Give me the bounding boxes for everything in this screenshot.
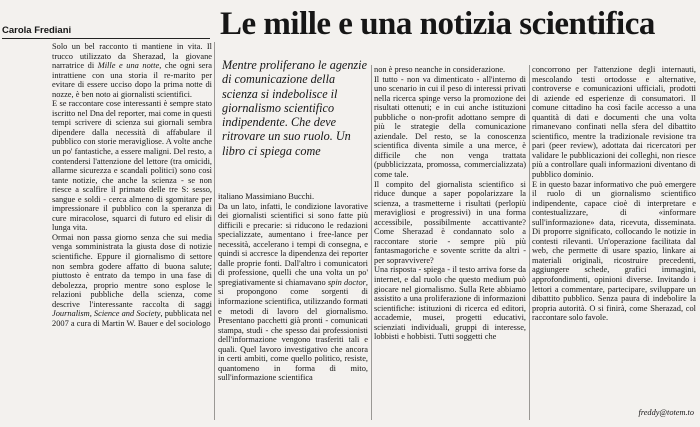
paragraph: Una risposta - spiega - il testo arriva forse da internet, e dal ruolo che questo medium può giocare nel giornalismo. Sulla Rete abbiamo assistito a una proliferazione di informazioni scientifiche: istituzioni di ricerca ed editori, accademie, musei, progetti educativi, scienziati individuali, gruppi di interesse, lobbisti e hobbisti. Tutti soggetti che bbox=[374, 265, 526, 342]
paragraph: Da un lato, infatti, le condizione lavorative dei giornalisti scientifici si sono fatte più difficili e precarie: si riducono le redazioni specializzate, aumentano i free-lance per necessità, accelerano i tempi di consegna, e quindi si accresce la dipendenza dei reporter dalle proprie fonti. Dall'altro i comunicatori di professione, quelli che una volta un po' spregiativamente si chiamavano spin doctor, si propongono come sorgenti di informazione scientifica, utilizzando formati e metodi di lavoro del giornalismo. Presentano pacchetti già pronti - comunicati stampa, studi - che spesso dai professionisti dell'informazione vengono trasferiti tali e quali. Quel lavoro investigativo che ancora in certi ambiti, come quello politico, resiste, quantomeno in forma di mito, sull'informazione scientifica bbox=[218, 201, 368, 383]
column-divider bbox=[529, 65, 530, 420]
paragraph: Il compito del giornalista scientifico si riduce dunque a saper popolarizzare la scienza, a trasmetterne i risultati (perlopiù meravigliosi e progressivi) in una forma accessibile, possibilmente accattivante? Come Sherazad è condannato solo a raccontare storie - sempre più più fantasmagoriche e sovente scritte da altri - per sopravvivere? bbox=[374, 179, 526, 265]
article-column-2 bbox=[218, 192, 368, 420]
paragraph: E se raccontare cose interessanti è sempre stato iscritto nel Dna del reporter, mai come in questi tempi scrivere di scienza sui giornali sembra dipendere dalla necessità di affabulare il pubblico con storie meravigliose. A volte anche un po' fantastiche, a essere maligni. Del resto, a contendersi l'attenzione del lettore (tra omicidi, allarme sicurezza e scandali politici) sono così tante notizie, che anche la scienza - se non riesce a scalfire il primato delle tre S: sesso, sangue e soldi - cerca almeno di sgomitare per impressionare il pubblico con la speranza di cure miracolose, squarci di futuro ed elisir di lunga vita. bbox=[52, 99, 212, 233]
column-divider bbox=[214, 42, 215, 420]
article-standfirst: Mentre proliferano le agenzie di comunicazione della scienza si indebolisce il giornalismo scientifico indipendente. Che deve ritrovare un suo ruolo. Un libro ci spiega come bbox=[222, 58, 367, 158]
paragraph: concorrono per l'attenzione degli internauti, mescolando testi ortodosse e alternative, controverse e comunicazioni ufficiali, prodotti di aziende ed esperienze di consumatori. Il comune cittadino ha così facile accesso a una quantità di dati e documenti che una volta rimanevano confinati nella sfera del dibattito scientifico, mentre la tradizionale revisione tra pari (peer review), adottata dai ricercatori per validare le pubblicazioni dei colleghi, non riesce più a controllare quali informazioni diventano di pubblico dominio. bbox=[532, 65, 696, 180]
article-column-3 bbox=[374, 65, 526, 420]
paragraph: non è preso neanche in considerazione. bbox=[374, 65, 506, 74]
paragraph: E in questo bazar informativo che può emergere il ruolo di un giornalismo scientifico indipendente, capace cioè di interpretare e contestualizzare, di «informare sull'informazione» data, ricevuta, disseminata. Di proporre significato, collocando le notizie in contesti rilevanti. Un'operazione facilitata dal web, che permette di usare spazio, linkare ai materiali originali, ricostruire precedenti, aggiungere schede, grafici immagini, approfondimenti, opinioni diverse. Invitando i lettori a commentare, partecipare, sviluppare un dibattito pubblico. Senza paura di indebolire la propria autorità. O si finirà, come Sherazad, col raccontare solo favole. bbox=[532, 179, 696, 323]
author-byline: Carola Frediani bbox=[2, 25, 210, 39]
paragraph: italiano Massimiano Bucchi. bbox=[218, 192, 315, 201]
paragraph: Ormai non passa giorno senza che sui media venga somministrata la giusta dose di notizie scientifiche. Eppure il giornalismo di settore non sembra godere affatto di buona salute; piuttosto è entrato da tempo in una fase di debolezza, proprio mentre sono esplose le relazioni pubbliche della scienza, come descrive l'interessante raccolta di saggi Journalism, Science and Society, pubblicata nel 2007 a cura di Martin W. Bauer e del sociologo bbox=[52, 232, 212, 328]
paragraph: Il tutto - non va dimenticato - all'interno di uno scenario in cui il peso di interessi privati nella ricerca spinge verso la promozione dei risultati ottenuti; e in cui anche istituzioni pubbliche o non-profit adottano sempre di più le strategie della comunicazione aziendale. Del resto, se la conoscenza scientifica diventa simile a una merce, è difficile che non venga trattata (pubblicizzata, promossa, commercializzata) come tale. bbox=[374, 74, 526, 180]
article-column-1 bbox=[52, 42, 212, 420]
article-title: Le mille e una notizia scientifica bbox=[220, 6, 655, 42]
author-signature: freddy@totem.to bbox=[638, 408, 694, 417]
paragraph: Solo un bel racconto ti mantiene in vita. Il trucco utilizzato da Sherazad, la giovane narratrice di Mille e una notte, che ogni sera intrattiene con una storia il re-marito per evitare di essere ucciso dopo la prima notte di nozze, è ben noto ai giornalisti scientifici. bbox=[52, 42, 212, 99]
column-divider bbox=[371, 65, 372, 420]
article-column-4 bbox=[532, 65, 696, 405]
